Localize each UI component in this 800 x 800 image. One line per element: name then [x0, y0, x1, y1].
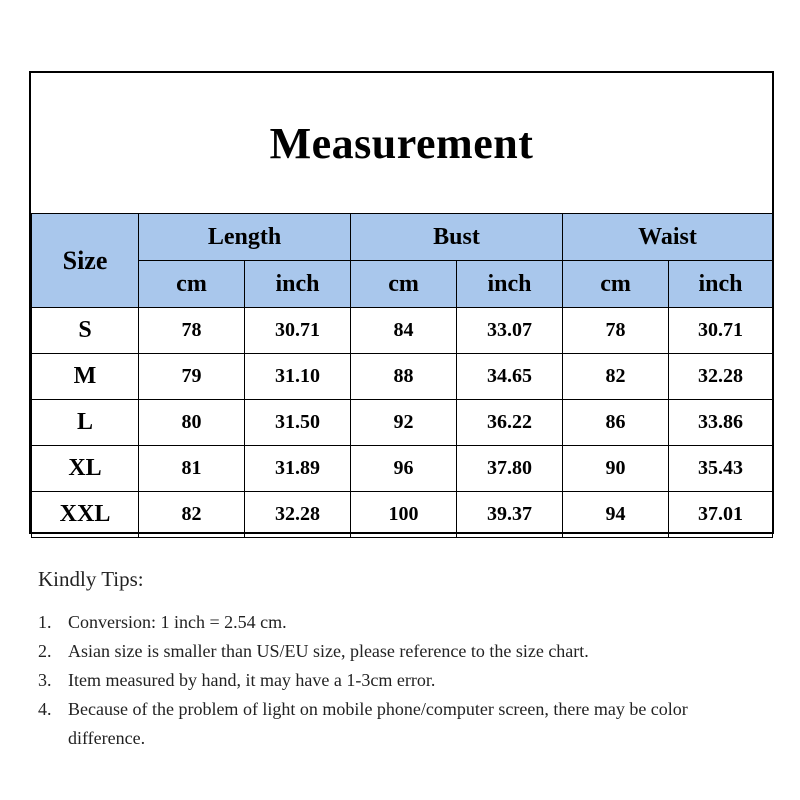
size-cell: L	[32, 400, 139, 446]
table-cell: 80	[139, 400, 245, 446]
list-item	[38, 666, 758, 695]
table-cell: 30.71	[669, 308, 773, 354]
table-cell: 79	[139, 354, 245, 400]
list-item	[38, 637, 758, 666]
unit-header: cm	[351, 261, 457, 308]
list-number: 1.	[38, 612, 52, 632]
table-cell: 37.80	[457, 446, 563, 492]
table-row	[32, 308, 773, 354]
list-text: Because of the problem of light on mobile phone/computer screen, there may be color difference.	[68, 699, 688, 748]
list-text: Item measured by hand, it may have a 1-3cm error.	[68, 670, 436, 690]
table-cell: 36.22	[457, 400, 563, 446]
table-cell: 31.89	[245, 446, 351, 492]
table-cell: 82	[563, 354, 669, 400]
table-cell: 33.07	[457, 308, 563, 354]
table-cell: 39.37	[457, 492, 563, 538]
table-cell: 100	[351, 492, 457, 538]
table-cell: 96	[351, 446, 457, 492]
tips-title: Kindly Tips:	[38, 567, 144, 591]
waist-group-header: Waist	[563, 214, 773, 261]
size-cell: XXL	[32, 492, 139, 538]
table-cell: 37.01	[669, 492, 773, 538]
chart-title: Measurement	[269, 118, 534, 168]
size-chart	[29, 71, 774, 534]
table-cell: 82	[139, 492, 245, 538]
table-cell: 32.28	[669, 354, 773, 400]
table-cell: 34.65	[457, 354, 563, 400]
table-cell: 84	[351, 308, 457, 354]
kindly-tips	[38, 567, 758, 753]
unit-header: inch	[457, 261, 563, 308]
unit-header: inch	[669, 261, 773, 308]
table-row	[32, 446, 773, 492]
size-table	[31, 213, 773, 538]
table-cell: 31.50	[245, 400, 351, 446]
table-cell: 78	[139, 308, 245, 354]
table-cell: 88	[351, 354, 457, 400]
table-cell: 35.43	[669, 446, 773, 492]
bust-group-header: Bust	[351, 214, 563, 261]
unit-header: cm	[563, 261, 669, 308]
size-cell: S	[32, 308, 139, 354]
table-cell: 94	[563, 492, 669, 538]
table-cell: 78	[563, 308, 669, 354]
tips-list	[38, 608, 758, 753]
size-cell: XL	[32, 446, 139, 492]
table-cell: 33.86	[669, 400, 773, 446]
unit-header: inch	[245, 261, 351, 308]
table-row	[32, 400, 773, 446]
header-unit-row	[32, 261, 773, 308]
size-cell: M	[32, 354, 139, 400]
table-cell: 30.71	[245, 308, 351, 354]
list-number: 4.	[38, 699, 52, 719]
table-cell: 86	[563, 400, 669, 446]
table-cell: 81	[139, 446, 245, 492]
list-number: 2.	[38, 641, 52, 661]
list-item	[38, 608, 758, 637]
table-cell: 90	[563, 446, 669, 492]
table-cell: 32.28	[245, 492, 351, 538]
unit-header: cm	[139, 261, 245, 308]
header-group-row	[32, 214, 773, 261]
list-item	[38, 695, 758, 753]
table-cell: 92	[351, 400, 457, 446]
size-column-header: Size	[32, 214, 139, 308]
length-group-header: Length	[139, 214, 351, 261]
table-cell: 31.10	[245, 354, 351, 400]
list-text: Asian size is smaller than US/EU size, please reference to the size chart.	[68, 641, 589, 661]
list-number: 3.	[38, 670, 52, 690]
table-row	[32, 354, 773, 400]
table-row	[32, 492, 773, 538]
list-text: Conversion: 1 inch = 2.54 cm.	[68, 612, 287, 632]
